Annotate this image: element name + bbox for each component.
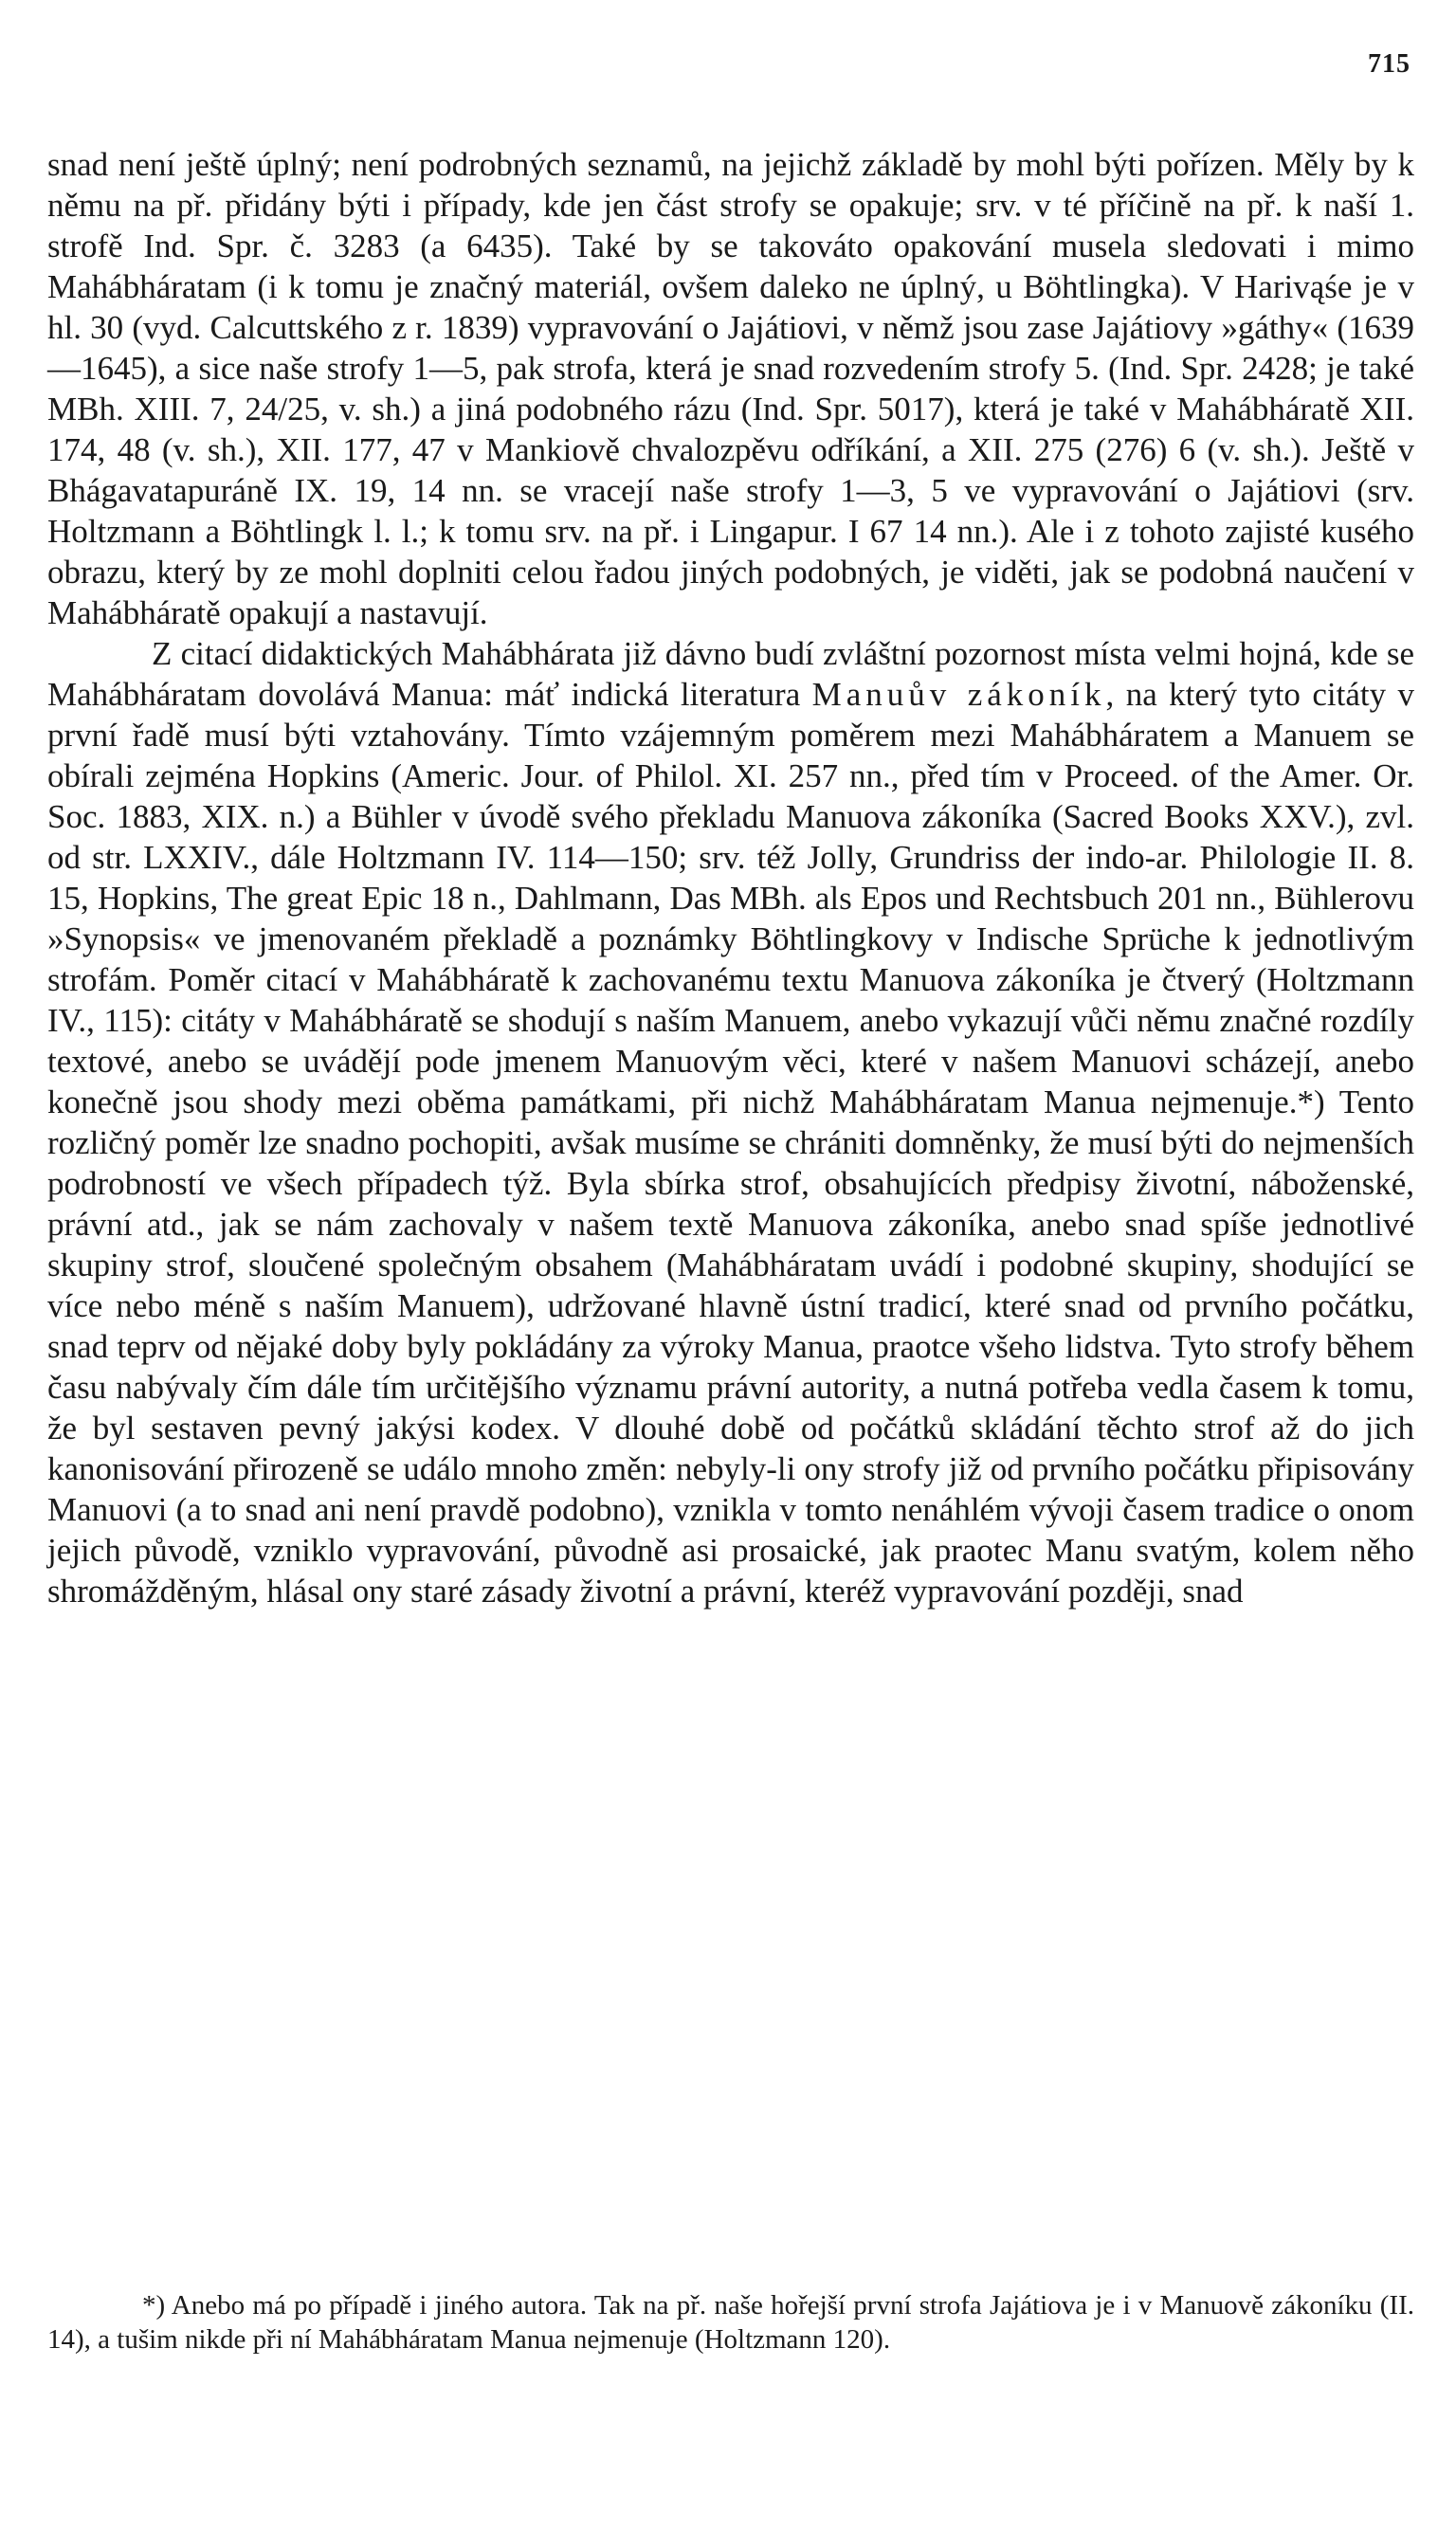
paragraph-2-rest: , na který tyto citáty v první řadě musí býti vztahovány. Tímto vzájemným poměrem mezi Mahábháratem a Manuem se obírali zejména Hopkins (Americ. Jour. of Philol. XI. 257 nn., před tím v Proceed. of the Amer. Or. Soc. 1883, XIX. n.) a Bühler v úvodě svého překladu Manuova zákoníka (Sacred Books XXV.), zvl. od str. LXXIV., dále Holtzmann IV. 114—150; srv. též Jolly, Grundriss der indo-ar. Philologie II. 8. 15, Hopkins, The great Epic 18 n., Dahlmann, Das MBh. als Epos und Rechtsbuch 201 nn., Bühlerovu »Synopsis« ve jmenovaném překladě a poznámky Böhtlingkovy v Indische Sprüche k jednotlivým strofám. Poměr citací v Mahábháratě k zachovanému textu Manuova zákoníka je čtverý (Holtzmann IV., 115): citáty v Mahábháratě se shodují s naším Manuem, anebo vykazují vůči němu značné rozdíly textové, anebo se uvádějí pode jmenem Manuovým věci, které v našem Manuovi scházejí, anebo konečně jsou shody mezi oběma památkami, při nichž Mahábháratam Manua nejmenuje.*) Tento rozličný poměr lze snadno pochopiti, avšak musíme se chrániti domněnky, že musí býti do nejmenších podrobností ve všech případech týž. Byla sbírka strof, obsahujících předpisy životní, náboženské, právní atd., jak se nám zachovaly v našem textě Manuova zákoníka, anebo snad spíše jednotlivé skupiny strof, sloučené společným obsahem (Mahábháratam uvádí i podobné skupiny, shodující se více nebo méně s naším Manuem), udržované hlavně ústní tradicí, které snad od prvního počátku, snad teprv od nějaké doby byly pokládány za výroky Manua, praotce všeho lidstva. Tyto strofy během času nabývaly čím dále tím určitějšího významu právní autority, a nutná potřeba vedla časem k tomu, že byl sestaven pevný jakýsi kodex. V dlouhé době od počátků skládání těchto strof až do jich kanonisování přirozeně se událo mnoho změn: nebyly-li ony strofy již od prvního počátku připisovány Manuovi (a to snad ani není pravdě podobno), vznikla v tomto nenáhlém vývoji časem tradice o onom jejich původě, vzniklo vypravování, původně asi prosaické, jak praotec Manu svatým, kolem něho shromážděným, hlásal ony staré zásady životní a právní, kteréž vypravování později, snad [47,676,1415,1610]
paragraph-2-start: Z citací didaktických Mahábhárata již dávno budí zvláštní pozornost místa velmi hojná, kde se Mahábháratam dovolává Manua: máť indická literatura [47,635,1414,713]
paragraph-2 [47,633,1414,1611]
footnote-1: *) Anebo má po případě i jiného autora. Tak na př. naše hořejší první strofa Jajátiova je i v Manuově zákoníku (II. 14), a tušim nikde při ní Mahábháratam Manua nejmenuje (Holtzmann 120). [47,2290,1414,2355]
paragraph-1: snad není ještě úplný; není podrobných seznamů, na jejichž základě by mohl býti pořízen. Měly by k němu na př. přidány býti i případy, kde jen část strofy se opakuje; srv. v té příčině na př. k naší 1. strofě Ind. Spr. č. 3283 (a 6435). Také by se takováto opakování musela sledovati i mimo Mahábháratam (i k tomu je značný materiál, ovšem daleko ne úplný, u Böhtlingka). V Harivąśe je v hl. 30 (vyd. Calcuttského z r. 1839) vypravování o Jajátiovi, v němž jsou zase Jajátiovy »gáthy« (1639—1645), a sice naše strofy 1—5, pak strofa, která je snad rozvedením strofy 5. (Ind. Spr. 2428; je také MBh. XIII. 7, 24/25, v. sh.) a jiná podobného rázu (Ind. Spr. 5017), která je také v Mahábháratě XII. 174, 48 (v. sh.), XII. 177, 47 v Mankiově chvalozpěvu odříkání, a XII. 275 (276) 6 (v. sh.). Ještě v Bhágavatapuráně IX. 19, 14 nn. se vracejí naše strofy 1—3, 5 ve vypravování o Jajátiovi (srv. Holtzmann a Böhtlingk l. l.; k tomu srv. na př. i Lingapur. I 67 14 nn.). Ale i z tohoto zajisté kusého obrazu, který by ze mohl doplniti celou řadou jiných podobných, je viděti, jak se podobná naučení v Mahábháratě opakují a nastavují. [47,146,1414,631]
spaced-term: Manuův zákoník [811,676,1106,713]
page-number: 715 [1368,49,1410,79]
main-text [47,144,1414,1611]
footnotes [47,2288,1414,2357]
